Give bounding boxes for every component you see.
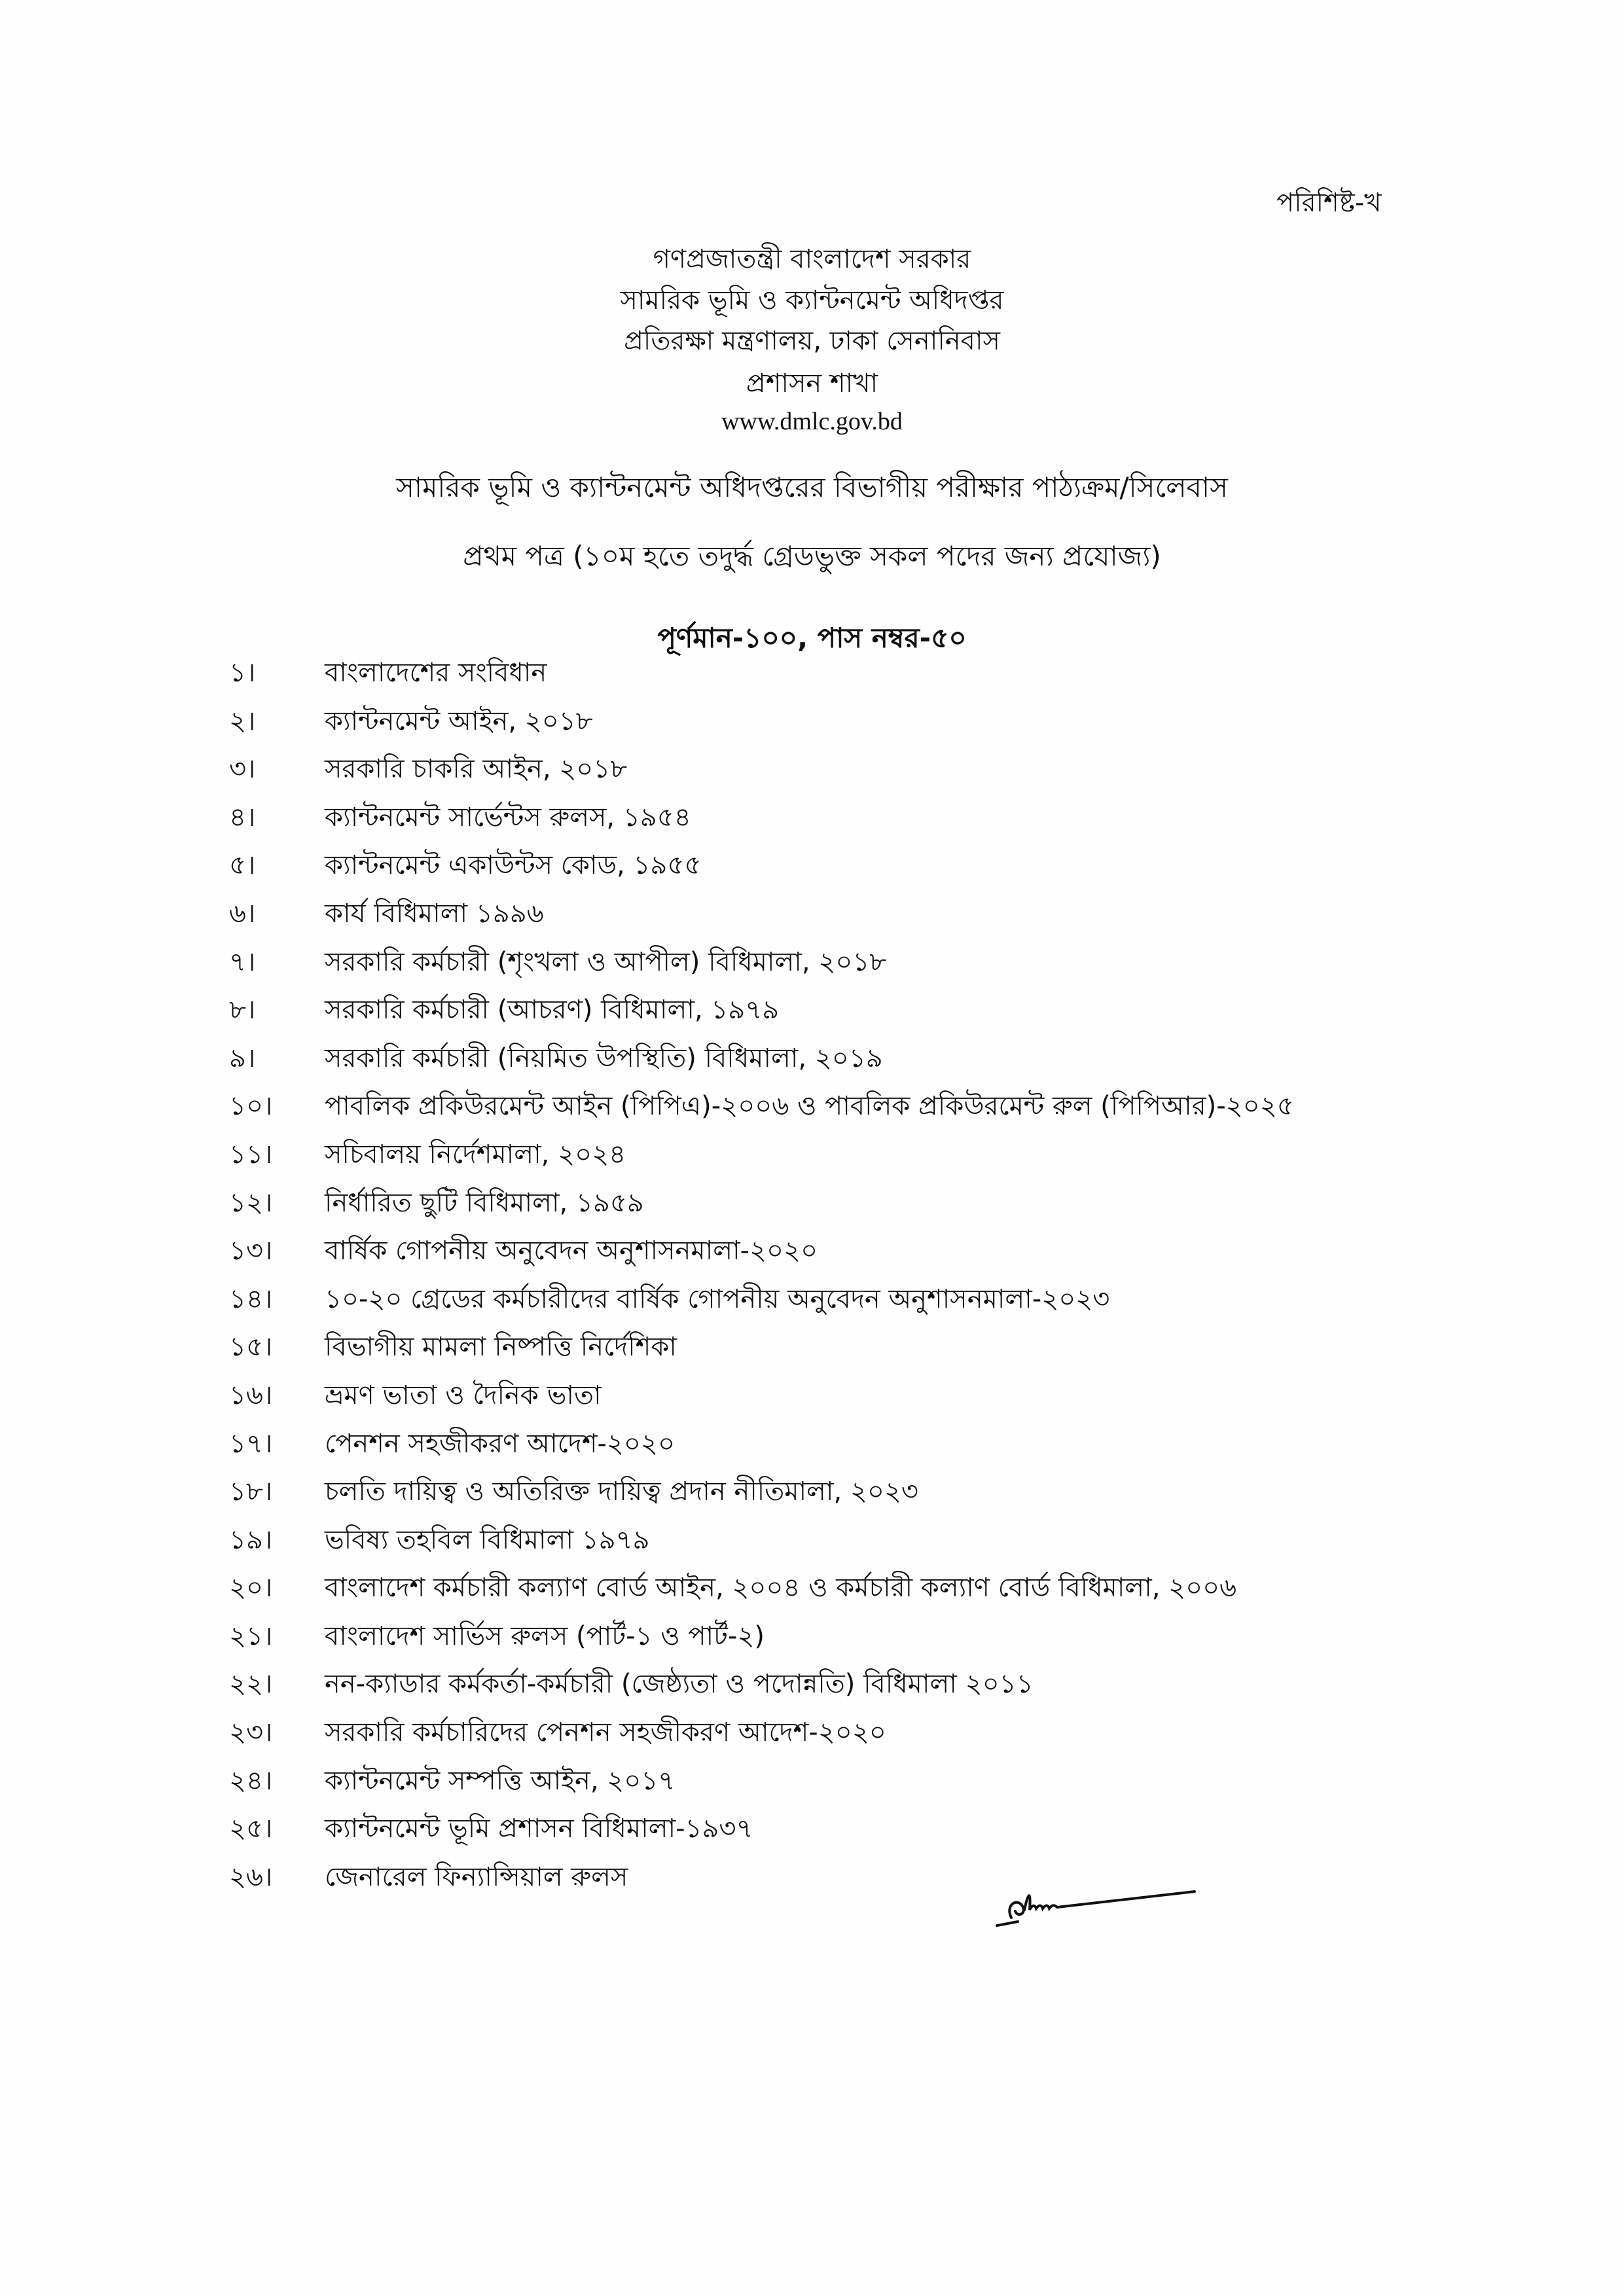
list-item — [0, 1660, 1624, 1709]
item-number: ২। — [229, 706, 256, 736]
item-number: ৫। — [229, 850, 256, 881]
list-item — [0, 1323, 1624, 1372]
item-number: ১৭। — [229, 1428, 273, 1459]
document-subtitle: প্রথম পত্র (১০ম হতে তদুর্দ্ধ গ্রেডভুক্ত সকল পদের জন্য প্রযোজ্য) — [463, 540, 1161, 572]
item-number: ১৯। — [229, 1524, 273, 1555]
syllabus-list — [0, 649, 1624, 1901]
item-number: ৮। — [229, 995, 256, 1026]
item-text: পেনশন সহজীকরণ আদেশ-২০২০ — [325, 1428, 675, 1459]
item-text: পাবলিক প্রকিউরমেন্ট আইন (পিপিএ)-২০০৬ ও পাবলিক প্রকিউরমেন্ট রুল (পিপিআর)-২০২৫ — [325, 1091, 1294, 1122]
item-number: ১৮। — [229, 1477, 273, 1507]
item-number: ৬। — [229, 898, 256, 929]
header-department: সামরিক ভূমি ও ক্যান্টনমেন্ট অধিদপ্তর — [620, 285, 1004, 315]
document-title: সামরিক ভূমি ও ক্যান্টনমেন্ট অধিদপ্তরের বিভাগীয় পরীক্ষার পাঠ্যক্রম/সিলেবাস — [396, 471, 1228, 503]
item-text: ক্যান্টনমেন্ট ভূমি প্রশাসন বিধিমালা-১৯৩৭ — [325, 1814, 753, 1844]
item-number: ৯। — [229, 1043, 256, 1073]
list-item — [0, 1372, 1624, 1420]
item-text: বাংলাদেশ সার্ভিস রুলস (পার্ট-১ ও পার্ট-২) — [325, 1621, 765, 1651]
list-item — [0, 698, 1624, 746]
item-number: ১৪। — [229, 1283, 273, 1314]
marks-info: পূর্ণমান-১০০, পাস নম্বর-৫০ — [657, 622, 967, 654]
item-number: ২০। — [229, 1573, 273, 1604]
item-text: ক্যান্টনমেন্ট সার্ভেন্টস রুলস, ১৯৫৪ — [325, 802, 691, 833]
item-number: ১৫। — [229, 1332, 273, 1363]
item-text: সরকারি কর্মচারী (নিয়মিত উপস্থিতি) বিধিমালা, ২০১৯ — [325, 1043, 883, 1073]
item-number: ৩। — [229, 754, 256, 785]
header-ministry: প্রতিরক্ষা মন্ত্রণালয়, ঢাকা সেনানিবাস — [624, 326, 1000, 356]
item-number: ২১। — [229, 1621, 273, 1651]
list-item — [0, 1468, 1624, 1516]
item-text: ভ্রমণ ভাতা ও দৈনিক ভাতা — [325, 1380, 602, 1410]
item-text: বিভাগীয় মামলা নিষ্পত্তি নির্দেশিকা — [325, 1332, 677, 1363]
item-text: নন-ক্যাডার কর্মকর্তা-কর্মচারী (জেষ্ঠ্যতা ও পদোন্নতি) বিধিমালা ২০১১ — [325, 1669, 1034, 1700]
list-item — [0, 1083, 1624, 1131]
list-item — [0, 986, 1624, 1035]
item-text: বার্ষিক গোপনীয় অনুবেদন অনুশাসনমালা-২০২০ — [325, 1236, 818, 1266]
item-number: ১০। — [229, 1091, 273, 1122]
list-item — [0, 842, 1624, 890]
item-text: সরকারি চাকরি আইন, ২০১৮ — [325, 754, 628, 785]
item-text: সরকারি কর্মচারী (আচরণ) বিধিমালা, ১৯৭৯ — [325, 995, 780, 1026]
list-item — [0, 1516, 1624, 1565]
list-item — [0, 1709, 1624, 1757]
item-number: ১৬। — [229, 1380, 273, 1410]
list-item — [0, 1131, 1624, 1179]
list-item — [0, 745, 1624, 794]
item-number: ২২। — [229, 1669, 273, 1700]
item-text: নির্ধারিত ছুটি বিধিমালা, ১৯৫৯ — [325, 1187, 644, 1218]
item-number: ২৬। — [229, 1861, 273, 1892]
list-item — [0, 1227, 1624, 1276]
list-item — [0, 1276, 1624, 1324]
item-text: ক্যান্টনমেন্ট একাউন্টস কোড, ১৯৫৫ — [325, 850, 702, 881]
list-item — [0, 1757, 1624, 1806]
item-text: ক্যান্টনমেন্ট আইন, ২০১৮ — [325, 706, 593, 736]
item-number: ১২। — [229, 1187, 273, 1218]
list-item — [0, 1805, 1624, 1854]
list-item — [0, 1854, 1624, 1902]
item-text: কার্য বিধিমালা ১৯৯৬ — [325, 898, 544, 929]
list-item — [0, 939, 1624, 987]
appendix-label: পরিশিষ্ট-খ — [1276, 188, 1382, 218]
item-text: ক্যান্টনমেন্ট সম্পত্তি আইন, ২০১৭ — [325, 1765, 676, 1796]
item-text: সরকারি কর্মচারী (শৃংখলা ও আপীল) বিধিমালা, ২০১৮ — [325, 946, 887, 977]
item-number: ১৩। — [229, 1236, 273, 1266]
header-website: www.dmlc.gov.bd — [721, 408, 903, 435]
item-number: ৭। — [229, 946, 256, 977]
item-number: ২৩। — [229, 1717, 273, 1748]
item-text: সচিবালয় নির্দেশমালা, ২০২৪ — [325, 1139, 626, 1170]
list-item — [0, 1613, 1624, 1661]
item-text: ১০-২০ গ্রেডের কর্মচারীদের বার্ষিক গোপনীয় অনুবেদন অনুশাসনমালা-২০২৩ — [325, 1283, 1110, 1314]
item-number: ৪। — [229, 802, 256, 833]
list-item — [0, 649, 1624, 698]
item-text: বাংলাদেশ কর্মচারী কল্যাণ বোর্ড আইন, ২০০৪ ও কর্মচারী কল্যাণ বোর্ড বিধিমালা, ২০০৬ — [325, 1573, 1237, 1604]
item-number: ১১। — [229, 1139, 273, 1170]
item-text: ভবিষ্য তহবিল বিধিমালা ১৯৭৯ — [325, 1524, 650, 1555]
header-government: গণপ্রজাতন্ত্রী বাংলাদেশ সরকার — [653, 244, 971, 274]
list-item — [0, 1035, 1624, 1083]
item-number: ১। — [229, 658, 256, 688]
signature — [992, 1878, 1208, 1931]
list-item — [0, 1420, 1624, 1469]
list-item — [0, 1564, 1624, 1613]
list-item — [0, 890, 1624, 939]
item-text: সরকারি কর্মচারিদের পেনশন সহজীকরণ আদেশ-২০২০ — [325, 1717, 886, 1748]
item-text: চলতি দায়িত্ব ও অতিরিক্ত দায়িত্ব প্রদান নীতিমালা, ২০২৩ — [325, 1477, 918, 1507]
item-text: বাংলাদেশের সংবিধান — [325, 658, 547, 688]
list-item — [0, 1179, 1624, 1228]
list-item — [0, 794, 1624, 842]
item-number: ২৪। — [229, 1765, 273, 1796]
header-branch: প্রশাসন শাখা — [746, 368, 878, 399]
item-number: ২৫। — [229, 1814, 273, 1844]
item-text: জেনারেল ফিন্যান্সিয়াল রুলস — [325, 1861, 628, 1892]
